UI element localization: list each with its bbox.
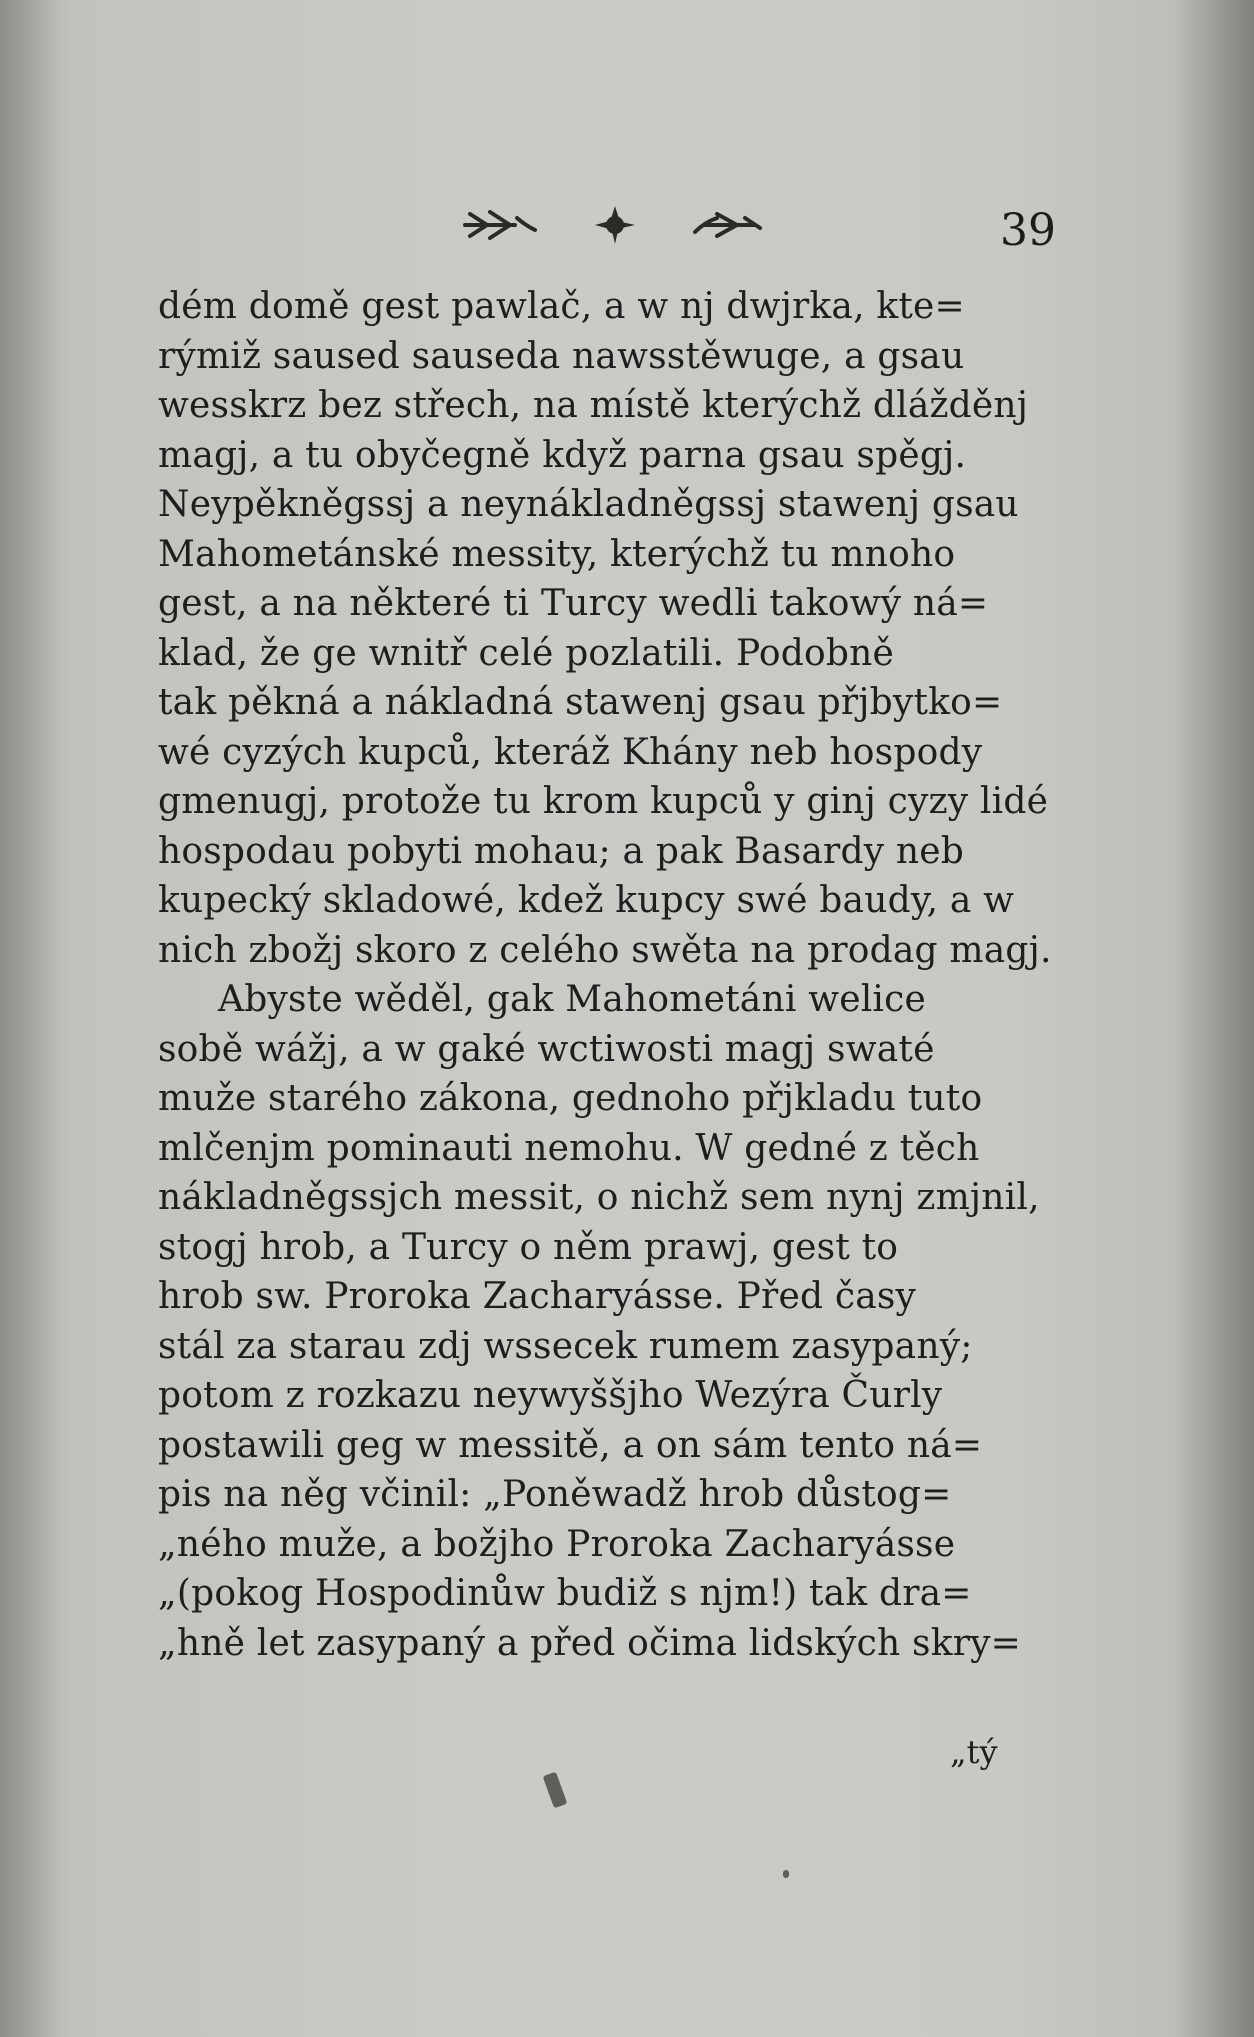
text-line: pis na něg včinil: „Poněwadž hrob důstog=: [158, 1474, 952, 1515]
catchword: „tý: [950, 1733, 998, 1771]
text-line: tak pěkná a nákladná stawenj gsau přjbytko=: [158, 682, 1003, 723]
body-text: [158, 282, 1058, 1668]
text-line: sobě wážj, a w gaké wctiwosti magj swaté: [158, 1028, 935, 1070]
text-line: nákladněgssjch messit, o nichž sem nynj zmjnil,: [158, 1177, 1040, 1218]
text-line: muže starého zákona, gednoho přjkladu tuto: [158, 1078, 983, 1119]
text-line: wesskrz bez střech, na místě kterýchž dlážděnj: [158, 385, 1029, 426]
page-number: 39: [1000, 205, 1056, 256]
text-line: „(pokog Hospodinůw budiž s njm!) tak dra=: [158, 1573, 972, 1614]
ink-smudge: [543, 1772, 568, 1809]
text-line: potom z rozkazu neywyššjho Wezýra Čurly: [158, 1375, 943, 1416]
text-line: gmenugj, protože tu krom kupců y ginj cyzy lidé: [158, 781, 1049, 822]
text-line: „ného muže, a božjho Proroka Zacharyásse: [158, 1523, 956, 1565]
text-line: gest, a na některé ti Turcy wedli takowý ná=: [158, 583, 989, 624]
text-line: hospodau pobyti mohau; a pak Basardy neb: [158, 830, 965, 872]
text-line: nich zbožj skoro z celého swěta na prodag magj.: [158, 929, 1052, 971]
text-line: postawili geg w messitě, a on sám tento ná=: [158, 1424, 983, 1466]
text-line: rýmiž saused sauseda nawsstěwuge, a gsau: [158, 335, 965, 377]
text-line: Neypěkněgssj a neynákladněgssj stawenj gsau: [158, 484, 1019, 525]
text-line: dém domě gest pawlač, a w nj dwjrka, kte=: [158, 286, 965, 327]
page-edge-shadow: [1174, 0, 1254, 2037]
text-line: Abyste wěděl, gak Mahometáni welice: [218, 979, 927, 1020]
text-line: hrob sw. Proroka Zacharyásse. Před časy: [158, 1276, 917, 1317]
header-ornament-icon: [455, 200, 775, 250]
text-line: wé cyzých kupců, kteráž Khány neb hospody: [158, 731, 983, 773]
page-gutter-shadow: [0, 0, 60, 2037]
text-line: magj, a tu obyčegně když parna gsau spěgj.: [158, 434, 967, 476]
text-line: „hně let zasypaný a před očima lidských skry=: [158, 1622, 1022, 1664]
text-line: klad, že ge wnitř celé pozlatili. Podobně: [158, 632, 895, 674]
text-line: mlčenjm pominauti nemohu. W gedné z těch: [158, 1127, 980, 1169]
ink-speck: [783, 1870, 789, 1878]
text-line: Mahometánské messity, kterýchž tu mnoho: [158, 533, 956, 575]
text-line: stál za starau zdj wssecek rumem zasypaný;: [158, 1325, 973, 1367]
text-line: kupecký skladowé, kdež kupcy swé baudy, a w: [158, 880, 1015, 921]
text-line: stogj hrob, a Turcy o něm prawj, gest to: [158, 1226, 899, 1268]
